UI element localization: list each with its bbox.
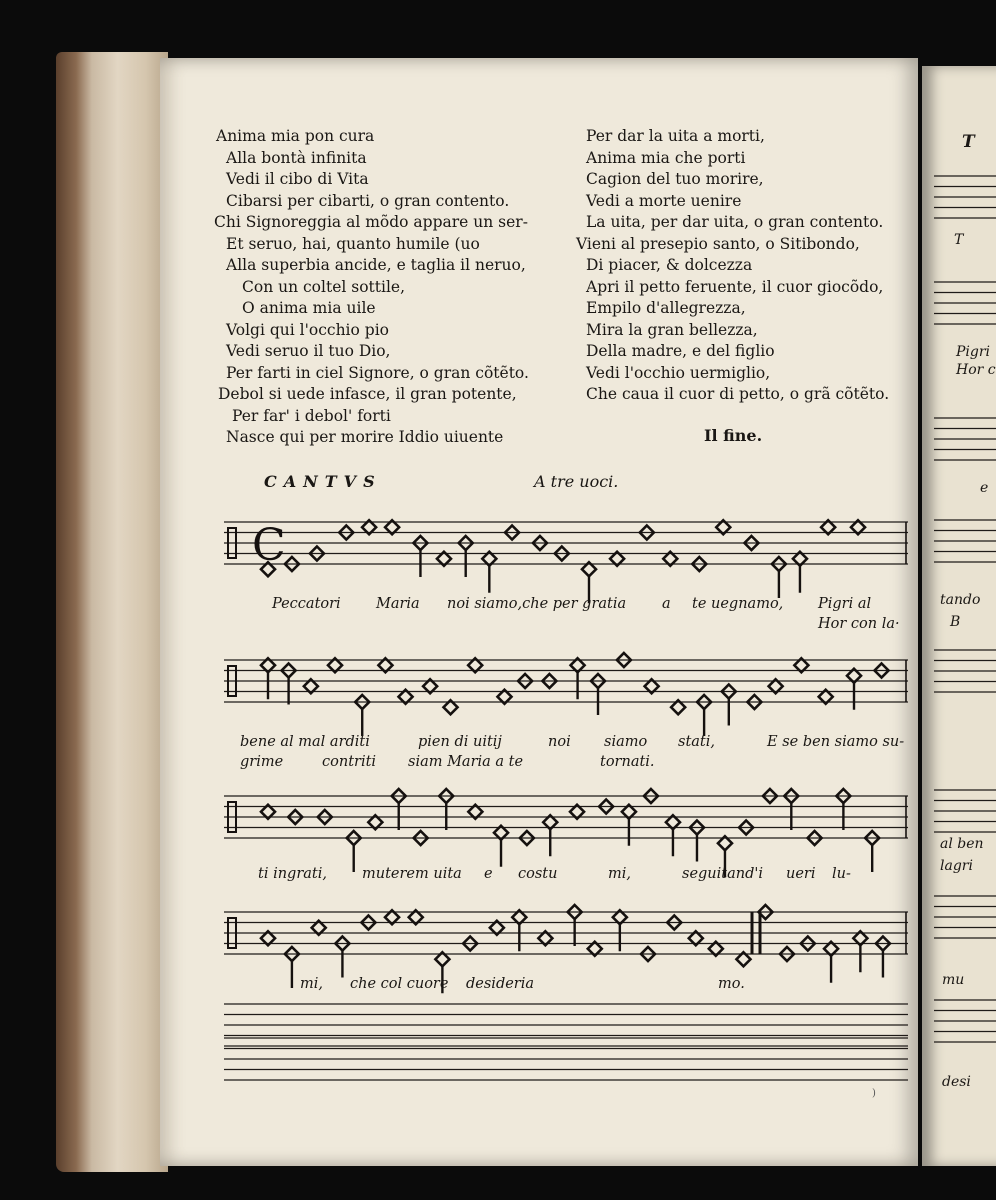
verse-line: Vieni al presepio santo, o Sitibondo, [576, 234, 860, 253]
verse-line: Che caua il cuor di petto, o grã cõtẽto. [586, 385, 890, 403]
verse-line: Per far' i debol' forti [232, 406, 391, 425]
verse-line: Chi Signoreggia al mõdo appare un ser- [214, 213, 528, 231]
lyric-syllable: ti ingrati, [258, 866, 327, 882]
lyric-syllable: mo. [718, 976, 745, 992]
verse-line: Vedi seruo il tuo Dio, [226, 342, 391, 360]
part-name: CANTVS [264, 472, 382, 491]
facing-page-fragment: mu [942, 972, 965, 988]
verse-line: Di piacer, & dolcezza [586, 256, 753, 274]
verse-line: Anima mia che porti [586, 148, 746, 167]
lyric-syllable: a [662, 596, 671, 612]
lyric-syllable: che col cuore [350, 976, 449, 992]
verse-line: Della madre, e del figlio [586, 342, 775, 360]
lyric-syllable: ueri [786, 866, 816, 882]
facing-page-fragment: Pigri [956, 344, 991, 360]
lyric-syllable: Peccatori [272, 596, 341, 612]
verse-line: Vedi a morte uenire [586, 191, 742, 210]
verse-line: Et seruo, hai, quanto humile (uo [226, 234, 480, 253]
lyric-syllable: siam Maria a te [408, 754, 524, 770]
verse-line: Volgi qui l'occhio pio [226, 320, 389, 339]
lyric-syllable: tornati. [600, 754, 655, 770]
verse-line: Con un coltel sottile, [242, 277, 406, 296]
lyric-syllable: siamo [604, 734, 648, 750]
lyric-syllable: Maria [376, 596, 420, 612]
verse-line: Per farti in ciel Signore, o gran cõtẽto. [226, 363, 529, 382]
verse-line: Anima mia pon cura [216, 127, 375, 145]
facing-page-header: T [962, 132, 975, 152]
facing-page-fragment: lagri [940, 858, 973, 874]
verse-line: Per dar la uita a morti, [586, 127, 765, 145]
verse-line: Debol si uede infasce, il gran potente, [218, 385, 517, 403]
facing-page-fragment: B [950, 614, 961, 630]
lyric-syllable: pien di uitij [418, 734, 502, 750]
lyric-syllable: te uegnamo, [692, 596, 784, 612]
verse-line: Nasce qui per morire Iddio uiuente [226, 428, 504, 446]
end-marker: Il fine. [704, 426, 763, 445]
lyric-syllable: costu [518, 866, 558, 882]
page-mark: ) [872, 1088, 876, 1099]
lyric-syllable: muterem uita [362, 866, 462, 882]
lyric-syllable: mi, [608, 866, 631, 882]
verse-line: Cibarsi per cibarti, o gran contento. [226, 191, 510, 210]
lyric-syllable: noi siamo,che per gratia [447, 596, 627, 612]
verse-line: Mira la gran bellezza, [586, 320, 758, 339]
verse-line: Empilo d'allegrezza, [586, 299, 746, 317]
lyric-syllable: seguitand'i [682, 866, 763, 882]
facing-page-fragment: T [954, 232, 964, 248]
lyric-syllable: stati, [678, 734, 715, 750]
facing-page-fragment: Hor c [956, 362, 996, 378]
facing-page-fragment: e [980, 480, 989, 496]
verse-line: La uita, per dar uita, o gran contento. [586, 213, 884, 231]
verse-line: Apri il petto feruente, il cuor giocõdo, [586, 277, 884, 296]
facing-page-fragment: tando [940, 592, 981, 608]
lyric-syllable: mi, [300, 976, 323, 992]
mensuration-sign: C [252, 520, 286, 571]
lyric-syllable: lu- [832, 866, 851, 882]
lyric-syllable: E se ben siamo su- [767, 734, 905, 750]
verse-line: Vedi l'occhio uermiglio, [586, 363, 771, 382]
verse-line: Alla bontà infinita [226, 148, 367, 167]
lyric-syllable: grime [240, 754, 284, 770]
facing-page-fragment: al ben [940, 836, 984, 852]
lyric-syllable: bene al mal arditi [240, 734, 370, 750]
lyric-syllable: e [484, 866, 493, 882]
verse-line: Cagion del tuo morire, [586, 170, 764, 188]
voices-label: A tre uoci. [534, 472, 619, 491]
verse-line: Alla superbia ancide, e taglia il neruo, [226, 256, 526, 274]
verse-line: Vedi il cibo di Vita [226, 170, 369, 188]
lyric-syllable: Hor con la· [818, 616, 900, 632]
lyric-syllable: Pigri al [818, 596, 872, 612]
verse-line: O anima mia uile [242, 299, 376, 317]
lyric-syllable: desideria [466, 976, 535, 992]
facing-page-fragment: desi [942, 1074, 971, 1090]
lyric-syllable: contriti [322, 754, 377, 770]
lyric-syllable: noi [548, 734, 571, 750]
